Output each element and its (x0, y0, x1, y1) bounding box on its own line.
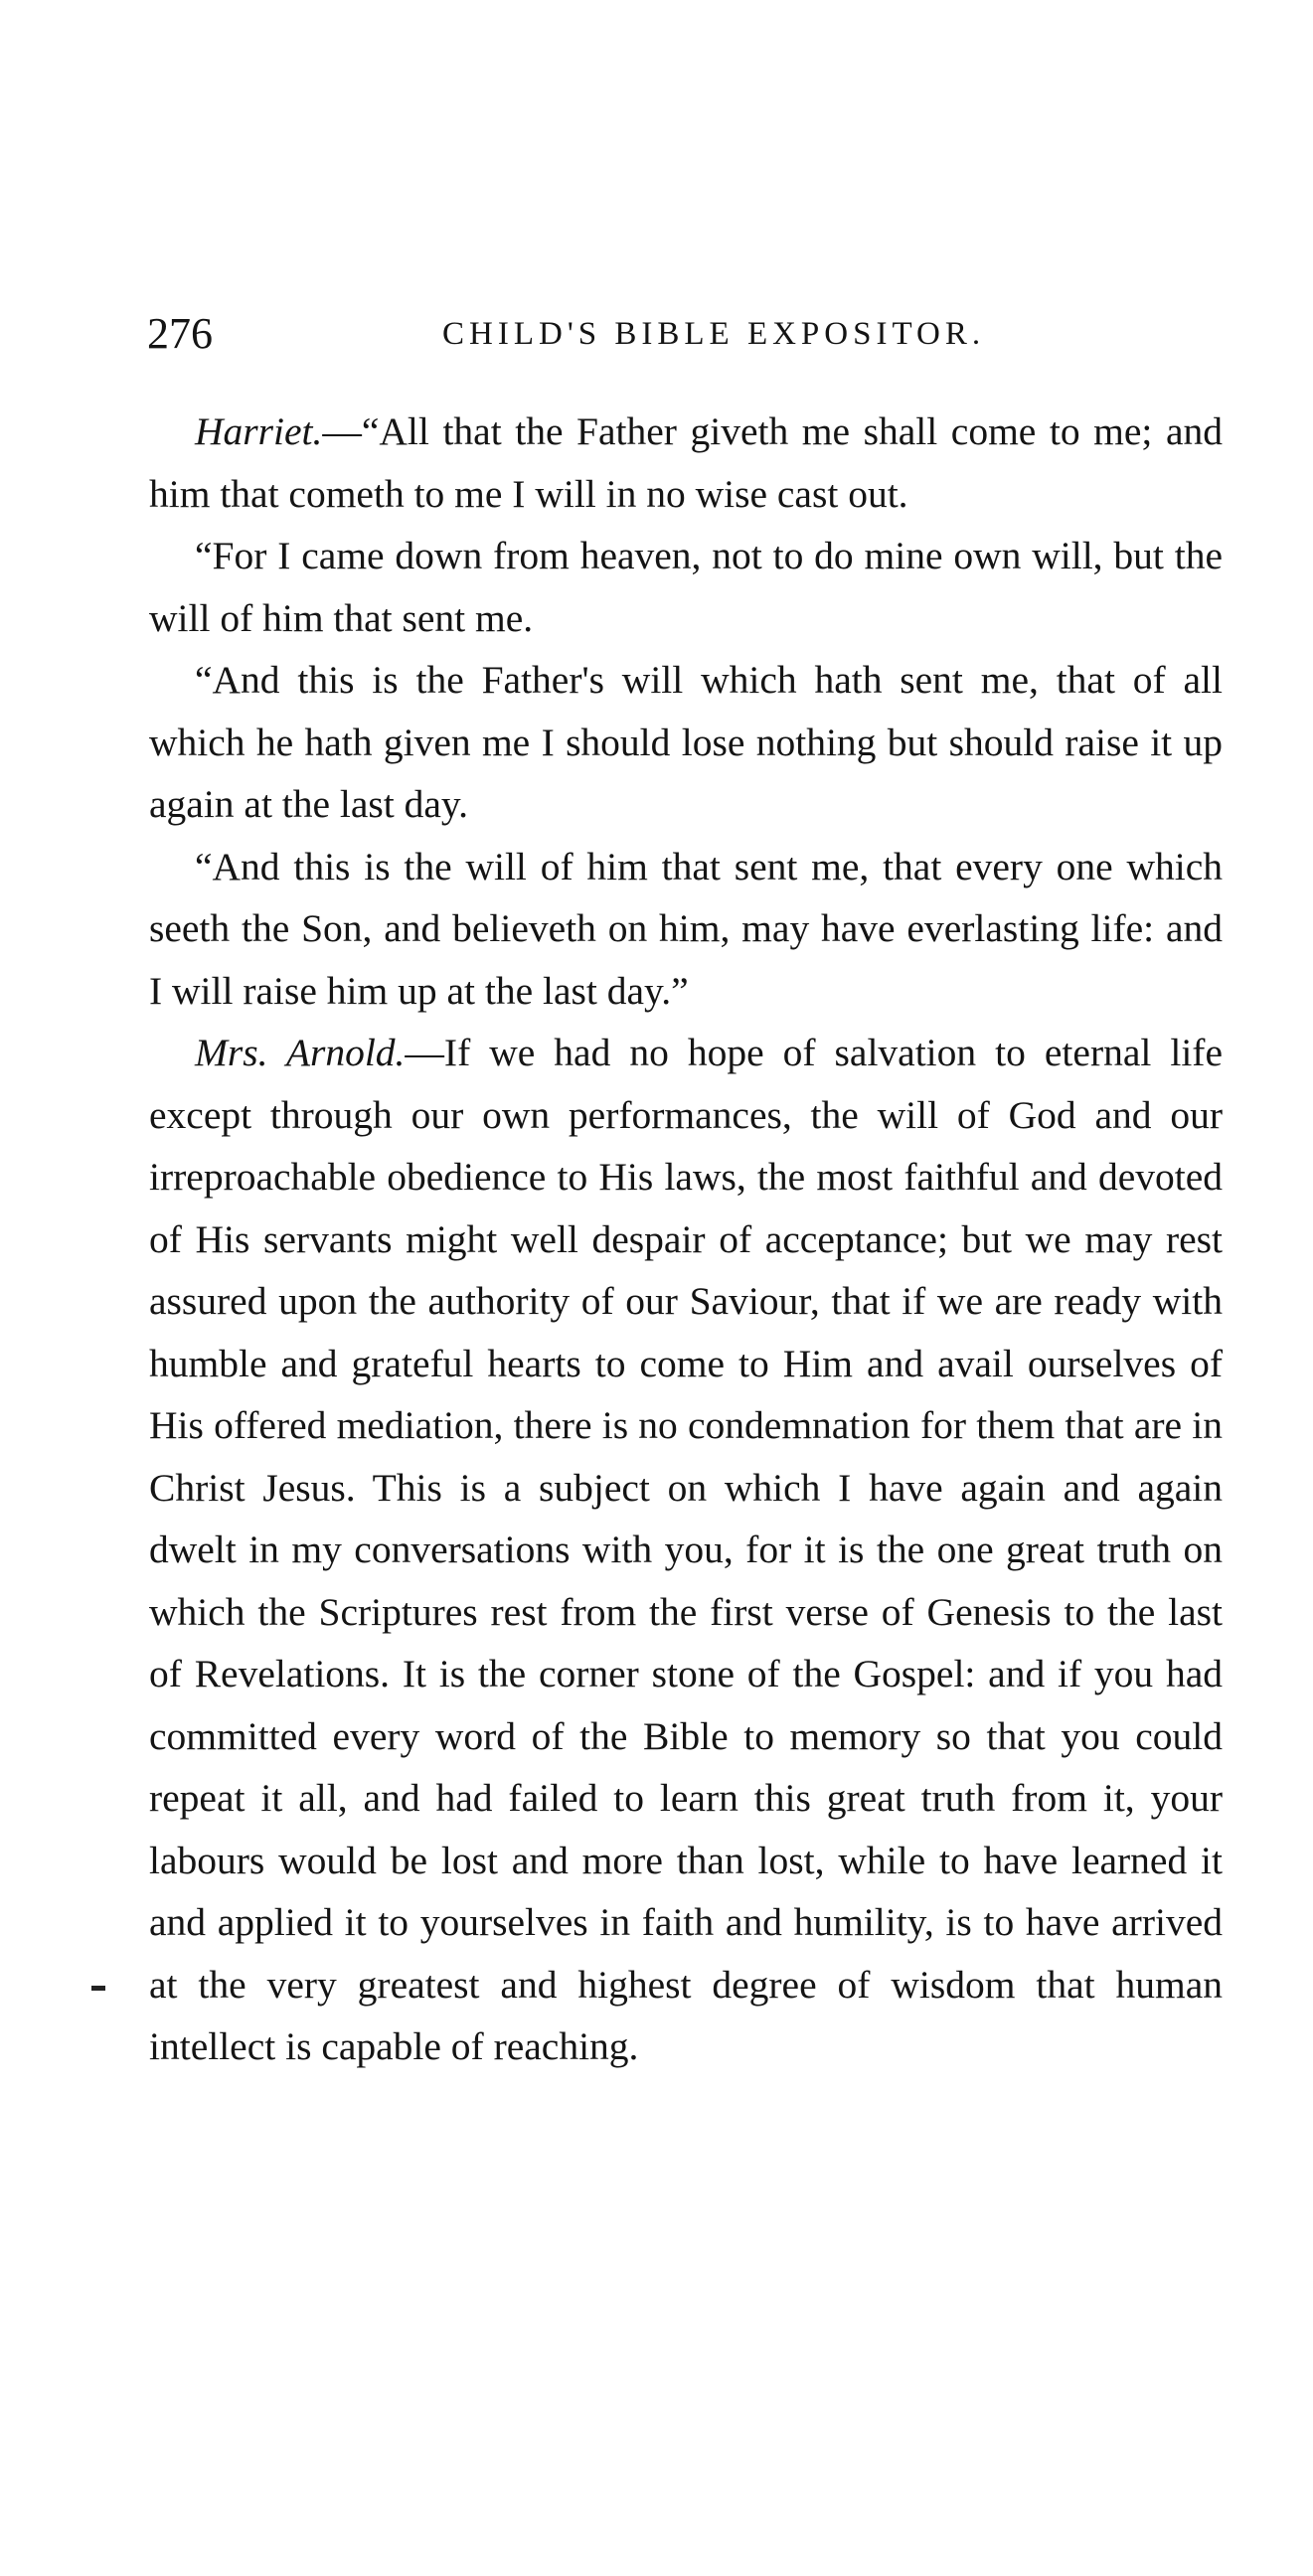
speaker-name: Harriet. (195, 409, 323, 453)
page-number: 276 (147, 309, 213, 358)
paragraph-text: “For I came down from heaven, not to do mine own will, but the will of him that sent me. (149, 534, 1223, 640)
running-title: CHILD'S BIBLE EXPOSITOR. (442, 316, 986, 352)
margin-mark (91, 1986, 105, 1991)
paragraph-mrs-arnold (149, 1022, 1223, 2078)
speaker-name: Mrs. Arnold. (195, 1031, 406, 1074)
paragraph-verse-2 (149, 525, 1223, 649)
paragraph-text: “And this is the will of him that sent me, that every one which seeth the Son, and believeth on him, may have everlasting life: and I will raise him up at the last day.” (149, 844, 1223, 1013)
paragraph-text: “And this is the Father's will which hath sent me, that of all which he hath given me I should lose nothing but should raise it up again at the last day. (149, 658, 1223, 826)
paragraph-text: —If we had no hope of salvation to eternal life except through our own performances, the will of God and our irreproachable obedience to His laws, the most faithful and devoted of His servants might well despair of acceptance; but we may rest assured upon the authority of our Saviour, that if we are ready with humble and grateful hearts to come to Him and avail ourselves of His offered mediation, there is no condemnation for them that are in Christ Jesus. This is a subject on which I have again and again dwelt in my conversations with you, for it is the one great truth on which the Scriptures rest from the first verse of Genesis to the last of Revelations. It is the corner stone of the Gospel: and if you had committed every word of the Bible to memory so that you could repeat it all, and had failed to learn this great truth from it, your labours would be lost and more than lost, while to have learned it and applied it to yourselves in faith and humility, is to have arrived at the very greatest and highest degree of wisdom that human intellect is capable of reaching. (149, 1031, 1223, 2068)
running-head (147, 308, 1171, 368)
paragraph-harriet (149, 401, 1223, 525)
text-body (149, 401, 1223, 2078)
paragraph-verse-3 (149, 649, 1223, 836)
paragraph-text: —“All that the Father giveth me shall come to me; and him that cometh to me I will in no wise cast out. (149, 409, 1223, 516)
paragraph-verse-4 (149, 836, 1223, 1023)
